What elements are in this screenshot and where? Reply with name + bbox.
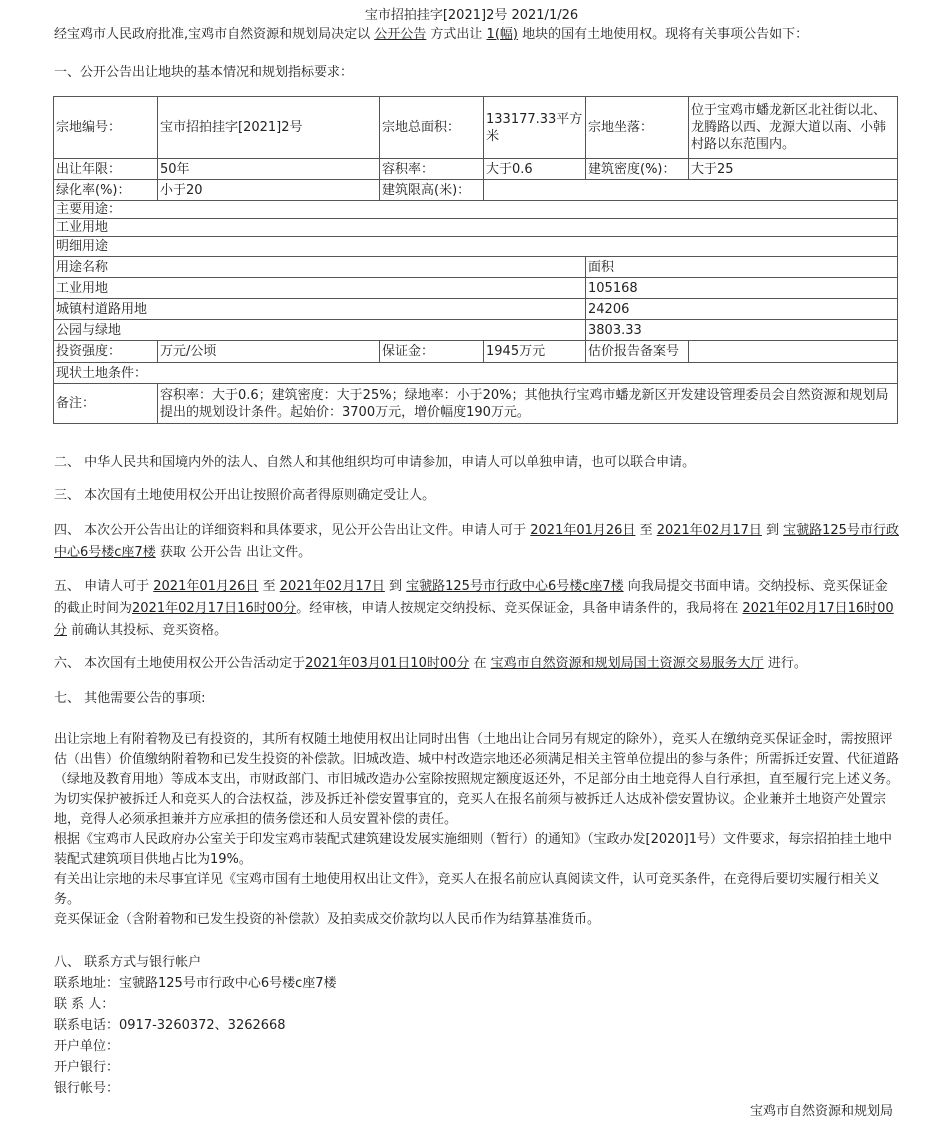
table-row (54, 320, 898, 341)
investment-label: 投资强度： (54, 341, 158, 363)
term-value: 50年 (158, 159, 380, 180)
section4-prefix: 四、 本次公开公告出让的详细资料和具体要求，见公开公告出让文件。申请人可于 (54, 523, 531, 538)
section5-to: 至 (258, 579, 280, 594)
section7-paragraph: 出让宗地上有附着物及已有投资的，其所有权随土地使用权出让同时出售（土地出让合同另有规定的除外），竞买人在缴纳竞买保证金时，需按照评估（出售）价值缴纳附着物和已发生投资的补偿款。旧城改造、城中村改造宗地还必须满足相关主管单位提出的参与条件；所需拆迁安置、代征道路（绿地及教育用地）等成本支出，市财政部门、市旧城改造办公室除按照规定额度返还外，不足部分由土地竞得人自行承担，直至履行完上述义务。为切实保护被拆迁人和竞买人的合法权益，涉及拆迁补偿安置事宜的，竞买人在报名前须与被拆迁人达成补偿安置协议。企业兼并土地资产处置宗地，竞得人必须承担兼并方应承担的债务偿还和人员安置补偿的责任。 (54, 732, 900, 827)
use-area: 3803.33 (586, 320, 898, 341)
section5-start: 2021年01月26日 (153, 579, 259, 594)
use-area: 24206 (586, 299, 898, 320)
detail-use-label: 明细用途 (54, 237, 898, 257)
section5-mid2: 。经审核，申请人按规定交纳投标、竞买保证金，具备申请条件的，我局将在 (296, 601, 743, 616)
term-label: 出让年限： (54, 159, 158, 180)
intro-suffix: 地块的国有土地使用权。现将有关事项公告如下： (517, 27, 809, 42)
intro-mid: 方式出让 (426, 27, 487, 42)
table-row (54, 180, 898, 201)
far-value: 大于0.6 (484, 159, 586, 180)
table-row (54, 341, 898, 363)
section2: 二、 中华人民共和国境内外的法人、自然人和其他组织均可申请参加，申请人可以单独申请，也可以联合申请。 (54, 455, 696, 470)
section7-paragraph: 有关出让宗地的未尽事宜详见《宝鸡市国有土地使用权出让文件》，竞买人在报名前应认真阅读文件，认可竞买条件，在竞得后要切实履行相关义务。 (54, 872, 880, 907)
contact-phone: 联系电话：0917-3260372、3262668 (54, 1018, 286, 1033)
intro-count: 1(幅) (486, 27, 518, 42)
green-rate-label: 绿化率(%)： (54, 180, 158, 201)
section8 (54, 952, 654, 1099)
section6-place: 宝鸡市自然资源和规划局国土资源交易服务大厅 (490, 656, 764, 671)
table-row (54, 384, 898, 424)
section6-at: 在 (469, 656, 491, 671)
use-area: 105168 (586, 278, 898, 299)
use-name-header: 用途名称 (54, 257, 586, 278)
section7-heading: 七、 其他需要公告的事项: (54, 691, 206, 706)
section5-place: 宝虢路125号市行政中心6号楼c座7楼 (406, 579, 624, 594)
section5 (54, 576, 899, 642)
use-name: 工业用地 (54, 278, 586, 299)
section7-paragraph: 根据《宝鸡市人民政府办公室关于印发宝鸡市装配式建筑建设发展实施细则（暂行）的通知》（宝政办发[2020]1号）文件要求，每宗招拍挂土地中装配式建筑项目供地占比为19%。 (54, 832, 892, 867)
section8-heading: 八、 联系方式与银行帐户 (54, 955, 202, 970)
density-label: 建筑密度(%)： (586, 159, 689, 180)
section4-at: 到 (761, 523, 784, 538)
investment-value: 万元/公顷 (158, 341, 380, 363)
section5-mid: 向我局提交书面申请。交纳投标、竞买保证金的截止时间为 (54, 579, 888, 616)
appraisal-value (689, 341, 898, 363)
location-value: 位于宝鸡市蟠龙新区北社街以北、龙腾路以西、龙源大道以南、小韩村路以东范围内。 (689, 97, 898, 159)
table-row (54, 278, 898, 299)
section1-heading: 一、公开公告出让地块的基本情况和规划指标要求： (54, 65, 354, 80)
parcel-no-value: 宝市招拍挂字[2021]2号 (158, 97, 380, 159)
section5-deadline: 2021年02月17日16时00分 (132, 601, 297, 616)
total-area-value: 133177.33平方米 (484, 97, 586, 159)
section6 (54, 653, 899, 675)
deposit-label: 保证金： (380, 341, 484, 363)
section4-end: 2021年02月17日 (656, 523, 762, 538)
page-title: 宝市招拍挂字[2021]2号 2021/1/26 (364, 8, 579, 23)
section4-place: 宝虢路125号市行政中心6号楼c座7楼 (54, 523, 899, 560)
remark-label: 备注： (54, 384, 158, 424)
contact-person: 联 系 人： (54, 997, 115, 1012)
height-limit-label: 建筑限高(米)： (380, 180, 484, 201)
land-info-table (53, 96, 898, 424)
intro-prefix: 经宝鸡市人民政府批准,宝鸡市自然资源和规划局决定以 (54, 27, 375, 42)
section4 (54, 520, 899, 564)
section5-end: 2021年02月17日 (279, 579, 385, 594)
section5-prefix: 五、 申请人可于 (54, 579, 154, 594)
appraisal-label: 估价报告备案号 (586, 341, 689, 363)
main-use-value: 工业用地 (54, 219, 898, 237)
section4-suffix: 获取 公开公告 出让文件。 (155, 545, 312, 560)
use-name: 城镇村道路用地 (54, 299, 586, 320)
section4-start: 2021年01月26日 (530, 523, 636, 538)
table-row (54, 299, 898, 320)
table-row (54, 237, 898, 257)
intro-method: 公开公告 (374, 27, 427, 42)
current-condition-label: 现状土地条件： (54, 363, 898, 384)
location-label: 宗地坐落： (586, 97, 689, 159)
table-row (54, 97, 898, 159)
section5-confirm: 2021年02月17日16时00分 (54, 601, 894, 638)
main-use-label: 主要用途： (54, 201, 898, 219)
use-name: 公园与绿地 (54, 320, 586, 341)
height-limit-value (484, 180, 898, 201)
table-row (54, 363, 898, 384)
parcel-no-label: 宗地编号： (54, 97, 158, 159)
table-row (54, 201, 898, 219)
green-rate-value: 小于20 (158, 180, 380, 201)
section4-to: 至 (635, 523, 657, 538)
section5-at: 到 (384, 579, 407, 594)
bank-account-no: 银行帐号： (54, 1081, 120, 1096)
table-row (54, 159, 898, 180)
section6-suffix: 进行。 (763, 656, 807, 671)
total-area-label: 宗地总面积： (380, 97, 484, 159)
section5-suffix: 前确认其投标、竞买资格。 (67, 623, 228, 638)
table-row (54, 257, 898, 278)
contact-address: 联系地址：宝虢路125号市行政中心6号楼c座7楼 (54, 976, 337, 991)
issuer-signature: 宝鸡市自然资源和规划局 (749, 1104, 893, 1119)
density-value: 大于25 (689, 159, 898, 180)
deposit-value: 1945万元 (484, 341, 586, 363)
area-header: 面积 (586, 257, 898, 278)
section6-time: 2021年03月01日10时00分 (305, 656, 470, 671)
section6-prefix: 六、 本次国有土地使用权公开公告活动定于 (54, 656, 306, 671)
section7-paragraph: 竞买保证金（含附着物和已发生投资的补偿款）及拍卖成交价款均以人民币作为结算基准货币。 (54, 912, 601, 927)
section7-body (54, 730, 899, 930)
section3: 三、 本次国有土地使用权公开出让按照价高者得原则确定受让人。 (54, 488, 436, 503)
intro-paragraph (54, 26, 934, 44)
bank-name: 开户银行： (54, 1060, 120, 1075)
account-unit: 开户单位： (54, 1039, 120, 1054)
far-label: 容积率： (380, 159, 484, 180)
table-row (54, 219, 898, 237)
remark-value: 容积率：大于0.6；建筑密度：大于25%；绿地率：小于20%；其他执行宝鸡市蟠龙新区开发建设管理委员会自然资源和规划局提出的规划设计条件。起始价：3700万元，增价幅度190万元。 (158, 384, 898, 424)
